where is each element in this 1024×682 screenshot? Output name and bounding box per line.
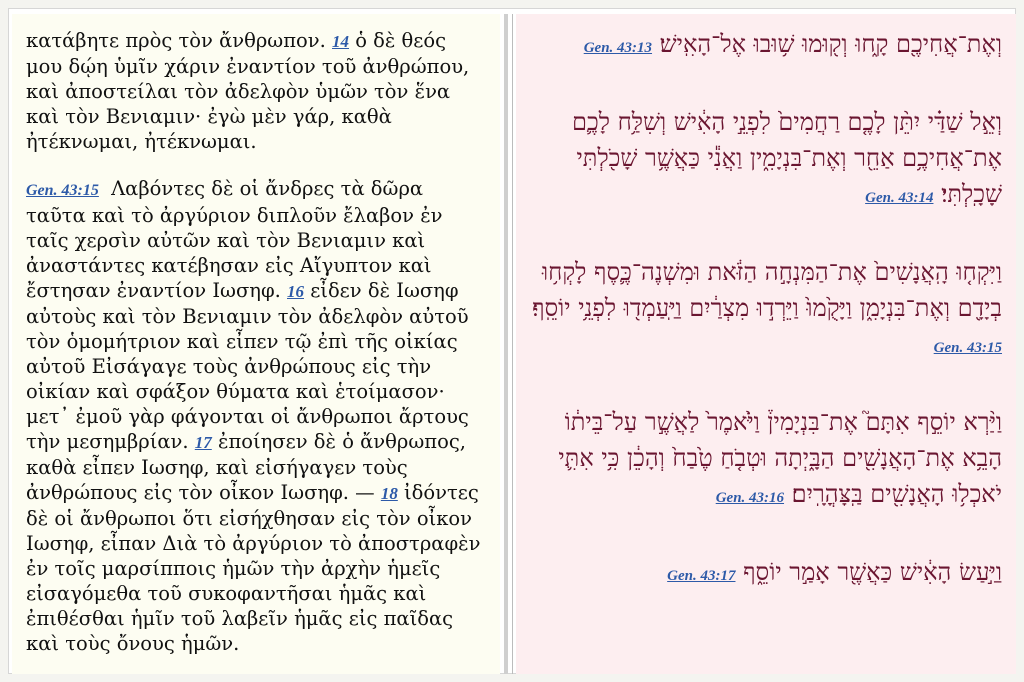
verse-ref-link[interactable]: Gen. 43:16 [715, 490, 785, 506]
greek-text: Λαβόντες δὲ οἱ ἄνδρες τὰ δῶρα ταῦτα καὶ τὸ ἀργύριον διπλοῦν ἔλαβον ἐν ταῖς χερσὶν αὐτῶν καὶ τὸν Βενιαμιν καὶ ἀναστάντες κατέβησαν εἰς Αἴγυπτον καὶ ἔστησαν ἐναντίον Ιωσηφ. [26, 177, 443, 302]
hebrew-verse [530, 554, 1002, 594]
greek-text: ὁ δὲ θεός μου δῴη ὑμῖν χάριν ἐναντίον τοῦ ἀνθρώπου, καὶ ἀποστείλαι τὸν ἀδελφὸν ὑμῶν τὸν ἕνα καὶ τὸν Βενιαμιν· ἐγὼ μὲν γάρ, καθὰ ἠτέκνωμαι, ἠτέκνωμαι. [26, 29, 470, 153]
verse-ref-link[interactable]: Gen. 43:17 [667, 568, 736, 584]
hebrew-verse-text: וְאֶת־אֲחִיכֶ֖ם קָ֑חוּ וְק֖וּמוּ שׁ֥וּבוּ אֶל־הָאִֽישׁ׃ [659, 30, 1002, 58]
hebrew-verse-text: וַיִּקְח֤וּ הָֽאֲנָשִׁים֙ אֶת־הַמִּנְחָ֣ה הַזֹּ֔את וּמִשְׁנֶה־כֶּ֛סֶף לָקְח֥וּ בְיָדָ֖ם וְאֶת־בִּנְיָמִ֑ן וַיָּקֻ֙מוּ֙ וַיֵּרְד֣וּ מִצְרַ֔יִם וַיַּֽעַמְד֖וּ לִפְנֵ֥י יוֹסֵֽף׃ [532, 258, 1002, 322]
hebrew-column [516, 14, 1016, 674]
hebrew-verse-text: וַיַּ֣עַשׂ הָאִ֔ישׁ כַּאֲשֶׁ֖ר אָמַ֣ר יוֹסֵ֑ף [743, 558, 1002, 586]
hebrew-verse [530, 104, 1002, 216]
greek-paragraph [26, 176, 486, 656]
verse-ref-link[interactable]: Gen. 43:15 [933, 340, 1002, 356]
verse-ref-link[interactable]: Gen. 43:15 [26, 182, 99, 199]
verse-link-16[interactable]: 16 [287, 282, 304, 301]
hebrew-verse-text: וְאֵ֣ל שַׁדַּ֗י יִתֵּ֨ן לָכֶ֤ם רַחֲמִים֙ לִפְנֵ֣י הָאִ֔ישׁ וְשִׁלַּ֥ח לָכֶ֛ם אֶת־אֲחִיכֶ֥ם אַחֵ֖ר וְאֶת־בִּנְיָמִ֑ין וַאֲנִ֕י כַּאֲשֶׁ֥ר שָׁכֹ֖לְתִּי שָׁכָֽלְתִּי׃ [572, 108, 1002, 208]
verse-ref-link[interactable]: Gen. 43:13 [583, 40, 653, 56]
hebrew-verse [530, 26, 1002, 66]
greek-text: κατάβητε πρὸς τὸν ἄνθρωπον. [26, 29, 333, 52]
greek-text: ἐποίησεν δὲ ὁ ἄνθρωπος, καθὰ εἶπεν Ιωσηφ, καὶ εἰσήγαγεν τοὺς ἀνθρώπους εἰς τὸν οἶκον Ιωσηφ. — [26, 430, 466, 504]
greek-text: ἰδόντες δὲ οἱ ἄνθρωποι ὅτι εἰσήχθησαν εἰς τὸν οἶκον Ιωσηφ, εἶπαν Διὰ τὸ ἀργύριον τὸ ἀποστραφὲν ἐν τοῖς μαρσίπποις ἡμῶν τὴν ἀρχὴν ἡμεῖς εἰσαγόμεθα τοῦ συκοφαντῆσαι ἡμᾶς καὶ ἐπιθέσθαι ἡμῖν τοῦ λαβεῖν ἡμᾶς εἰς παῖδας καὶ τοὺς ὄνους ἡμῶν. [26, 481, 481, 655]
verse-ref-link[interactable]: Gen. 43:14 [865, 190, 934, 206]
greek-paragraph [26, 28, 486, 154]
verse-link-18[interactable]: 18 [380, 484, 398, 503]
verse-link-17[interactable]: 17 [194, 433, 212, 452]
greek-column [12, 14, 500, 674]
verse-link-14[interactable]: 14 [332, 32, 350, 51]
greek-text: εἶδεν δὲ Ιωσηφ αὐτοὺς καὶ τὸν Βενιαμιν τὸν ἀδελφὸν αὐτοῦ τὸν ὁμομήτριον καὶ εἶπεν τῷ ἐπὶ τῆς οἰκίας αὐτοῦ Εἰσάγαγε τοὺς ἀνθρώπους εἰς τὴν οἰκίαν καὶ σφάξον θύματα καὶ ἑτοίμασον· μετ᾽ ἐμοῦ γὰρ φάγονται οἱ ἄνθρωποι ἄρτους τὴν μεσημβρίαν. [26, 279, 469, 453]
hebrew-verse [530, 404, 1002, 516]
column-divider[interactable] [504, 14, 508, 674]
hebrew-verse-text: וַיַּ֨רְא יוֹסֵ֣ף אִתָּם֮ אֶת־בִּנְיָמִין֒ וַיֹּ֙אמֶר֙ לַאֲשֶׁ֣ר עַל־בֵּית֔וֹ הָבֵ֥א אֶת־הָאֲנָשִׁ֖ים הַבָּ֑יְתָה וּטְבֹ֤חַ טֶ֙בַח֙ וְהָכֵ֔ן כִּ֥י אִתִּ֛י יֹאכְל֥וּ הָאֲנָשִׁ֖ים בַּֽצָּהֳרָֽיִם׃ [558, 408, 1002, 508]
hebrew-verse [530, 254, 1002, 366]
